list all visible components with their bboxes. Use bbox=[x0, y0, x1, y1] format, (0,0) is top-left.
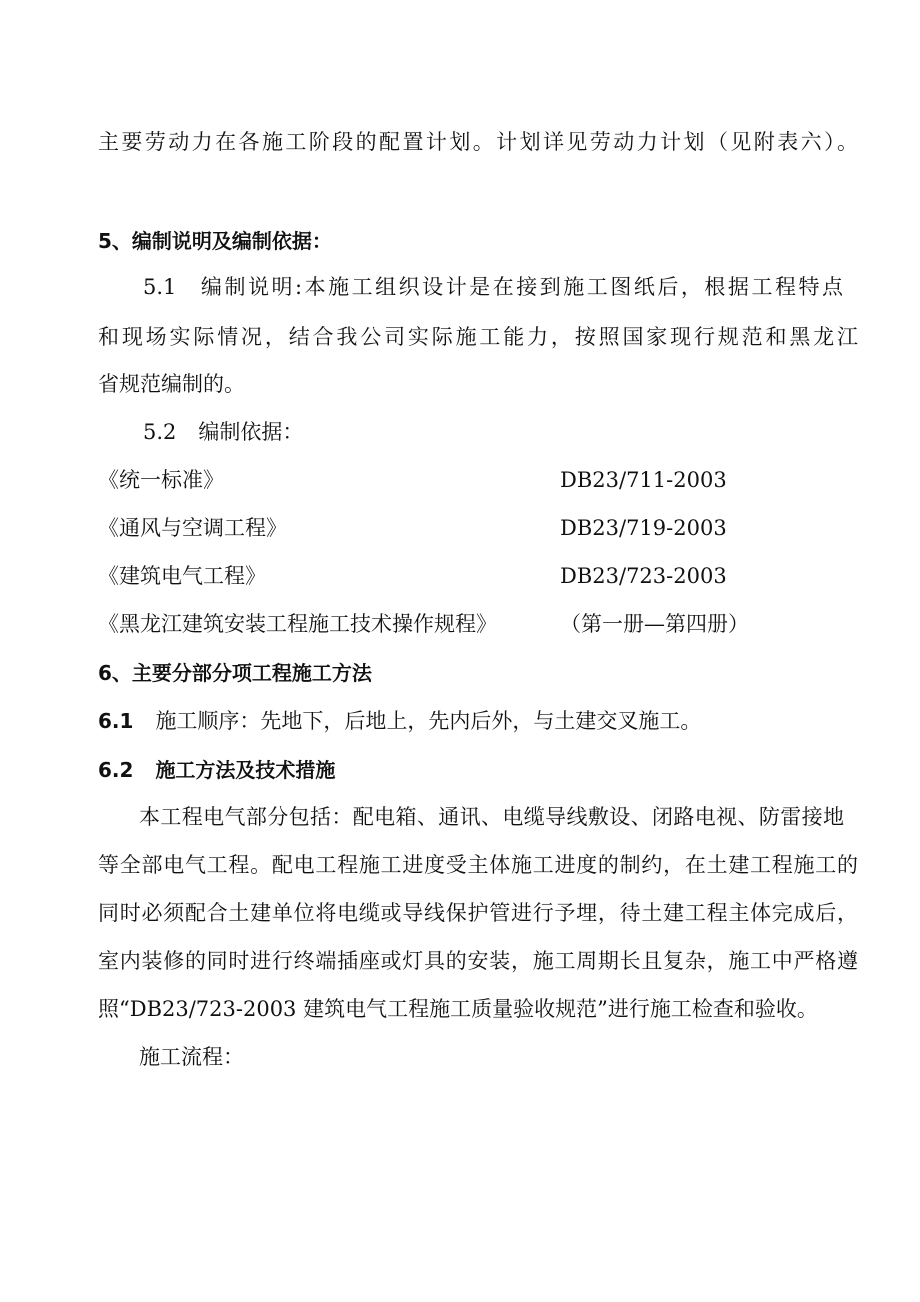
reference-title-1: 《统一标准》 bbox=[98, 468, 224, 492]
section-5-2-label: 编制依据： bbox=[198, 420, 304, 444]
section-5-2-number: 5.2 bbox=[143, 420, 177, 444]
section-6-1-line bbox=[98, 706, 858, 736]
section-5-1-line-3: 省规范编制的。 bbox=[98, 372, 245, 396]
section-5-2-line bbox=[143, 417, 843, 447]
intro-line: 主要劳动力在各施工阶段的配置计划。计划详见劳动力计划（见附表六）。 bbox=[98, 130, 858, 154]
section-6-2-heading-line bbox=[98, 755, 858, 785]
section-5-1-line-2: 和现场实际情况，结合我公司实际施工能力，按照国家现行规范和黑龙江 bbox=[98, 325, 858, 349]
section-5-heading: 5、编制说明及编制依据： bbox=[98, 229, 332, 253]
section-6-2-number: 6.2 bbox=[98, 758, 134, 782]
section-6-2-para-line-5: 照“DB23/723-2003 建筑电气工程施工质量验收规范”进行施工检查和验收。 bbox=[98, 997, 818, 1021]
section-6-1-number: 6.1 bbox=[98, 709, 134, 733]
reference-code-2: DB23/719-2003 bbox=[560, 516, 727, 540]
construction-flow-label: 施工流程： bbox=[139, 1045, 244, 1069]
reference-title-2: 《通风与空调工程》 bbox=[98, 516, 287, 540]
reference-code-4: （第一册—第四册） bbox=[560, 612, 749, 636]
reference-title-3: 《建筑电气工程》 bbox=[98, 564, 266, 588]
section-5-1-text: 编制说明:本施工组织设计是在接到施工图纸后，根据工程特点 bbox=[198, 275, 843, 299]
section-6-2-para-line-3: 同时必须配合土建单位将电缆或导线保护管进行予埋，待土建工程主体完成后， bbox=[98, 901, 858, 925]
section-6-2-para-line-1: 本工程电气部分包括：配电箱、通讯、电缆导线敷设、闭路电视、防雷接地 bbox=[139, 805, 844, 829]
reference-code-3: DB23/723-2003 bbox=[560, 564, 727, 588]
section-5-1-number: 5.1 bbox=[143, 275, 177, 299]
section-6-2-para-line-4: 室内装修的同时进行终端插座或灯具的安装，施工周期长且复杂，施工中严格遵 bbox=[98, 949, 858, 973]
section-6-1-text: 施工顺序：先地下，后地上，先内后外，与土建交叉施工。 bbox=[155, 709, 702, 733]
reference-title-4: 《黑龙江建筑安装工程施工技术操作规程》 bbox=[98, 612, 497, 636]
section-6-2-para-line-2: 等全部电气工程。配电工程施工进度受主体施工进度的制约，在土建工程施工的 bbox=[98, 853, 858, 877]
section-5-1-line-1 bbox=[143, 272, 843, 302]
reference-code-1: DB23/711-2003 bbox=[560, 468, 727, 492]
section-6-heading: 6、主要分部分项工程施工方法 bbox=[98, 661, 372, 685]
section-6-2-heading: 施工方法及技术措施 bbox=[155, 758, 336, 782]
